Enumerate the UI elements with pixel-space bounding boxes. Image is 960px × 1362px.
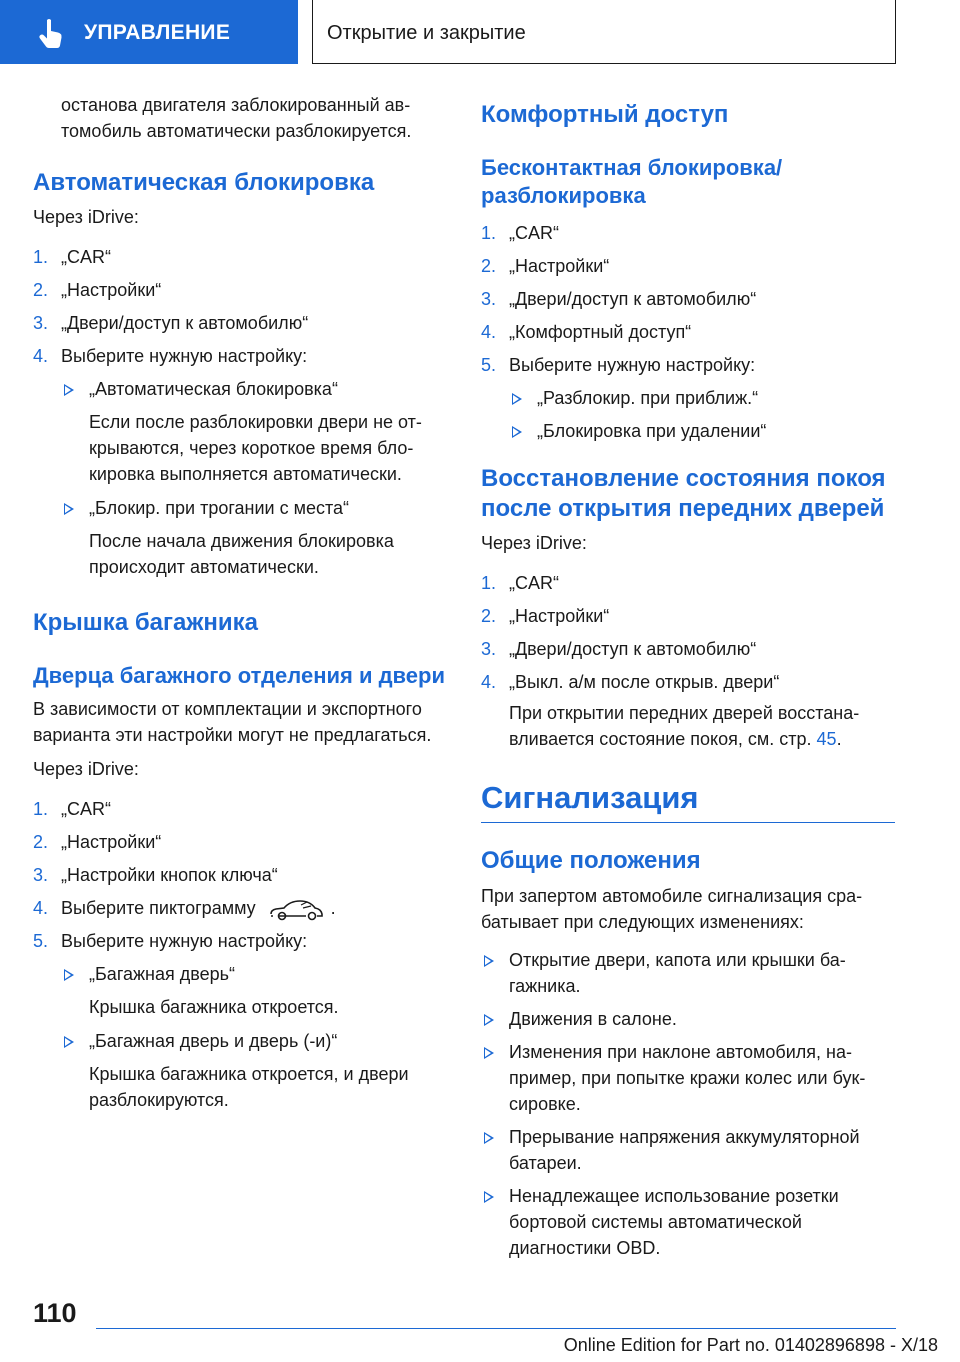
option-item: „Блокировка при удалении“ <box>509 418 895 444</box>
option-item: „Блокир. при трогании с места“ <box>61 495 447 521</box>
auto-lock-steps <box>33 244 447 369</box>
list-item: 3. „Двери/доступ к автомобилю“ <box>481 289 757 309</box>
section-tab[interactable] <box>0 0 298 64</box>
auto-lock-via: Через iDrive: <box>33 207 139 227</box>
list-item: 3. „Настройки кнопок ключа“ <box>33 865 278 885</box>
option-desc: Крышка багажника откроется, и двери разблокируются. <box>89 1064 409 1111</box>
list-item: 3. „Двери/доступ к автомобилю“ <box>33 313 309 333</box>
triangle-bullet-icon <box>512 426 522 438</box>
left-column <box>33 92 447 1121</box>
right-column <box>481 100 895 1268</box>
trunk-options <box>33 961 447 1113</box>
list-item: 5. Выберите нужную настройку: <box>33 931 308 952</box>
list-item: Открытие двери, капота или крышки багажника. <box>481 947 895 999</box>
list-item: 2. „Настройки“ <box>481 256 610 276</box>
option-item: „Багажная дверь“ <box>61 961 447 987</box>
list-item: Ненадлежащее использование розетки бортовой системы автоматической диагностики OBD. <box>481 1183 895 1261</box>
trunk-heading: Крышка багажника <box>33 609 258 636</box>
alarm-intro: При запертом автомобиле сигнализация срабатывает при следующих изменениях: <box>481 886 863 932</box>
restore-desc: При открытии передних дверей восстанавливается состояние покоя, см. стр. 45. <box>509 703 860 749</box>
auto-lock-heading: Автоматическая блокировка <box>33 169 375 196</box>
option-desc: Если после разблокировки двери не открываются, через короткое время блокировка выполняется автоматически. <box>89 412 422 484</box>
restore-via: Через iDrive: <box>481 533 587 553</box>
footer-edition: Online Edition for Part no. 01402896898 - X/18 <box>563 1335 938 1355</box>
alarm-subheading: Общие положения <box>481 847 701 874</box>
triangle-bullet-icon <box>64 503 74 515</box>
alarm-list <box>481 947 895 1261</box>
list-item: 1. „CAR“ <box>33 799 111 819</box>
triangle-bullet-icon <box>64 969 74 981</box>
triangle-bullet-icon <box>64 384 74 396</box>
page-number: 110 <box>33 1298 77 1328</box>
list-item: Движения в салоне. <box>481 1006 895 1032</box>
footer-rule <box>96 1328 896 1329</box>
option-desc: После начала движения блокировка происходит автоматически. <box>89 531 394 577</box>
triangle-bullet-icon <box>484 1191 494 1203</box>
list-item: 5. Выберите нужную настройку: <box>481 355 756 375</box>
restore-heading: Восстановление состояния покоя после открытия передних дверей <box>481 465 886 522</box>
trunk-intro: В зависимости от комплектации и экспортного варианта эти настройки могут не предлагаться. <box>33 699 432 745</box>
list-item: Изменения при наклоне автомобиля, например, при попытке кражи колес или буксировке. <box>481 1039 895 1117</box>
triangle-bullet-icon <box>64 1036 74 1048</box>
list-item: 2. „Настройки“ <box>33 280 162 300</box>
triangle-bullet-icon <box>484 955 494 967</box>
comfort-steps <box>481 220 895 378</box>
option-item: „Автоматическая блокировка“ <box>61 376 447 402</box>
list-item: 1. „CAR“ <box>481 223 559 243</box>
list-item: Прерывание напряжения аккумуляторной батареи. <box>481 1124 895 1176</box>
chapter-title: Открытие и закрытие <box>327 22 526 44</box>
alarm-heading-rule <box>481 778 895 823</box>
list-item: 4. Выберите нужную настройку: <box>33 346 308 366</box>
list-item: 2. „Настройки“ <box>33 832 162 852</box>
triangle-bullet-icon <box>484 1014 494 1026</box>
list-item: 1. „CAR“ <box>33 247 111 267</box>
list-item: 4. „Выкл. а/м после открыв. двери“ <box>481 672 780 692</box>
car-icon <box>267 897 325 921</box>
trunk-via: Через iDrive: <box>33 759 139 779</box>
option-item: „Разблокир. при приближ.“ <box>509 385 895 411</box>
list-item: 4. „Комфортный доступ“ <box>481 322 692 342</box>
alarm-heading: Сигнализация <box>481 780 699 815</box>
hand-pointer-icon <box>38 18 66 48</box>
section-label: УПРАВЛЕНИЕ <box>84 21 231 44</box>
trunk-steps <box>33 796 447 954</box>
comfort-heading: Комфортный доступ <box>481 101 729 128</box>
triangle-bullet-icon <box>484 1132 494 1144</box>
comfort-options <box>481 385 895 444</box>
comfort-subheading: Бесконтактная блокировка/ разблокировка <box>481 155 783 208</box>
trunk-subheading: Дверца багажного отделения и двери <box>33 663 445 688</box>
restore-steps <box>481 570 895 695</box>
auto-lock-options <box>33 376 447 580</box>
list-item: 4. Выберите пиктограмму . <box>33 895 447 921</box>
list-item: 2. „Настройки“ <box>481 606 610 626</box>
chapter-header <box>312 0 896 64</box>
page-reference-link[interactable]: 45 <box>816 729 837 749</box>
intro-text: останова двигателя заблокированный автомобиль автоматически разблокируется. <box>61 95 412 141</box>
triangle-bullet-icon <box>484 1047 494 1059</box>
list-item: 3. „Двери/доступ к автомобилю“ <box>481 639 757 659</box>
list-item: 1. „CAR“ <box>481 573 559 593</box>
option-desc: Крышка багажника откроется. <box>89 997 339 1018</box>
triangle-bullet-icon <box>512 393 522 405</box>
option-item: „Багажная дверь и дверь (-и)“ <box>61 1028 447 1054</box>
